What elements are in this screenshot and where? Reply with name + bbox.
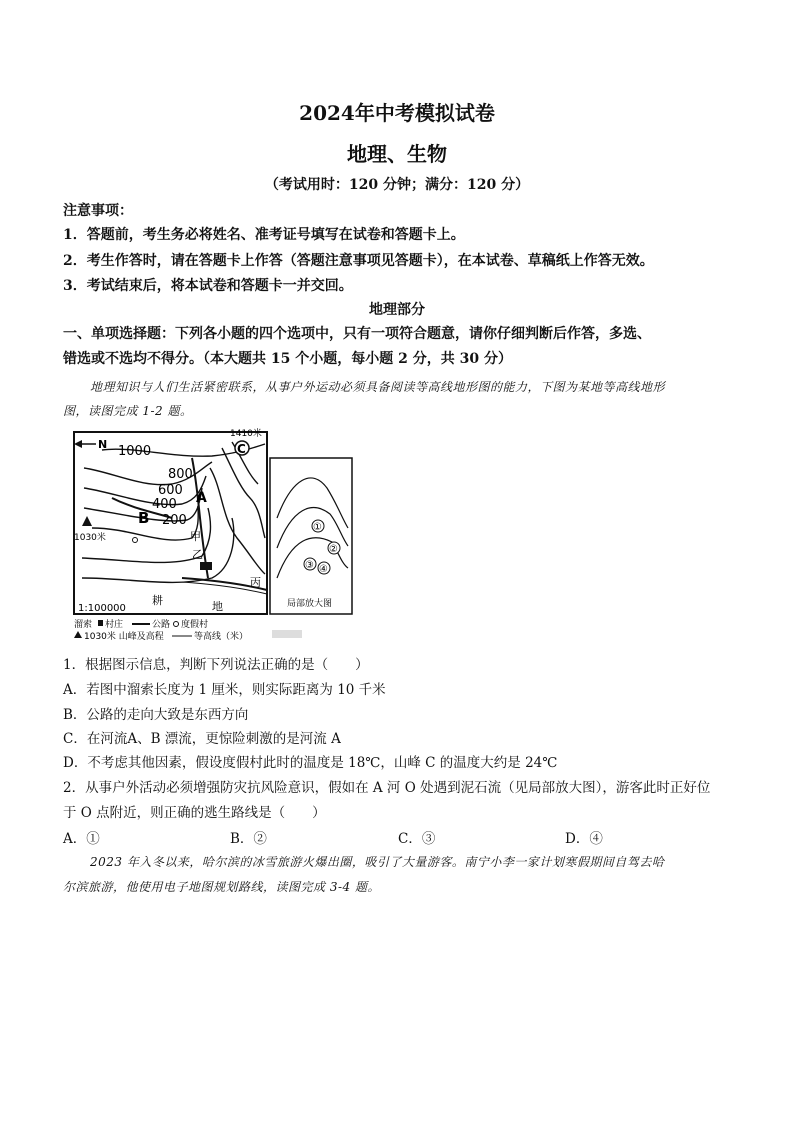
village-mark xyxy=(200,562,212,570)
section-heading-line2: 错选或不选均不得分。（本大题共 15 个小题，每小题 2 分，共 30 分） xyxy=(63,351,512,367)
q1-option-a: A．若图中溜索长度为 1 厘米，则实际距离为 10 千米 xyxy=(63,682,386,698)
inset-number: ④ xyxy=(319,564,328,575)
peak-label: 1030米 xyxy=(74,533,106,543)
point-label-bing: 丙 xyxy=(250,576,261,589)
svg-text:公路: 公路 xyxy=(152,620,171,630)
farmland-label: 耕 xyxy=(152,594,163,607)
point-label-yi: 乙 xyxy=(192,548,203,561)
point-label-jia: 甲 xyxy=(190,530,201,543)
notice-item-2: 2．考生作答时，请在答题卡上作答（答题注意事项见答题卡），在本试卷、草稿纸上作答无效。 xyxy=(63,253,654,269)
svg-text:等高线（米）: 等高线（米） xyxy=(194,632,249,642)
q2-stem-line1: 2．从事户外活动必须增强防灾抗风险意识，假如在 A 河 O 处遇到泥石流（见局部放大图），游客此时正好位 xyxy=(63,780,711,796)
contour-map xyxy=(72,428,357,650)
q2-option-a: A．① xyxy=(63,831,100,847)
notice-item-1: 1．答题前，考生务必将姓名、准考证号填写在试卷和答题卡上。 xyxy=(63,227,465,243)
q1-stem: 1．根据图示信息，判断下列说法正确的是（ ） xyxy=(63,657,369,673)
section-name: 地理部分 xyxy=(369,302,425,318)
q1-option-b: B．公路的走向大致是东西方向 xyxy=(63,707,249,723)
q2-stem-line2: 于 O 点附近，则正确的逃生路线是（ ） xyxy=(63,805,326,821)
legend-line2: 1030米 山峰及高程 xyxy=(84,632,164,642)
contour-label: 800 xyxy=(168,467,193,482)
intro1-line1: 地理知识与人们生活紧密联系，从事户外运动必须具备阅读等高线地形图的能力，下图为某地等高线地形 xyxy=(90,380,666,394)
q1-option-d: D．不考虑其他因素，假设度假村此时的温度是 18℃，山峰 C 的温度大约是 24℃ xyxy=(63,755,558,771)
exam-info: （考试用时：120 分钟；满分：120 分） xyxy=(264,177,530,193)
exam-title: 2024年中考模拟试卷 xyxy=(299,101,495,125)
north-label: N xyxy=(98,438,108,451)
intro1-line2: 图，读图完成 1-2 题。 xyxy=(63,404,193,418)
exam-subject: 地理、生物 xyxy=(347,142,447,166)
inset-number: ① xyxy=(313,522,322,533)
point-label-c: C xyxy=(237,442,246,456)
svg-text:村庄: 村庄 xyxy=(105,620,124,630)
contour-label: 400 xyxy=(152,497,177,512)
contour-label: 200 xyxy=(162,513,187,528)
point-label-a: A xyxy=(196,490,207,506)
svg-text:度假村: 度假村 xyxy=(181,620,209,630)
intro2-line2: 尔滨旅游，他使用电子地图规划路线，读图完成 3-4 题。 xyxy=(63,880,380,894)
intro2-line1: 2023 年入冬以来，哈尔滨的冰雪旅游火爆出圈，吸引了大量游客。南宁小李一家计划寒假期间自驾去哈 xyxy=(90,855,665,869)
notice-item-3: 3．考试结束后，将本试卷和答题卡一并交回。 xyxy=(63,278,353,294)
contour-label: 600 xyxy=(158,483,183,498)
q2-option-c: C．③ xyxy=(398,831,436,847)
inset-number: ② xyxy=(329,544,338,555)
point-label-b: B xyxy=(138,509,150,527)
peak-c-label: 1410米 xyxy=(230,429,262,439)
inset-number: ③ xyxy=(305,560,314,571)
q1-option-c: C．在河流A、B 漂流，更惊险刺激的是河流 A xyxy=(63,731,341,747)
map-scale: 1:100000 xyxy=(78,603,126,614)
legend-line1: 溜索 xyxy=(74,620,93,630)
inset-title: 局部放大图 xyxy=(287,599,333,609)
q2-option-b: B．② xyxy=(230,831,267,847)
q2-option-d: D．④ xyxy=(565,831,603,847)
contour-label: 1000 xyxy=(118,444,152,459)
section-heading-line1: 一、单项选择题：下列各小题的四个选项中，只有一项符合题意，请你仔细判断后作答，多选、 xyxy=(63,326,651,342)
notice-heading: 注意事项： xyxy=(63,203,133,219)
farmland-label-2: 地 xyxy=(212,600,223,613)
